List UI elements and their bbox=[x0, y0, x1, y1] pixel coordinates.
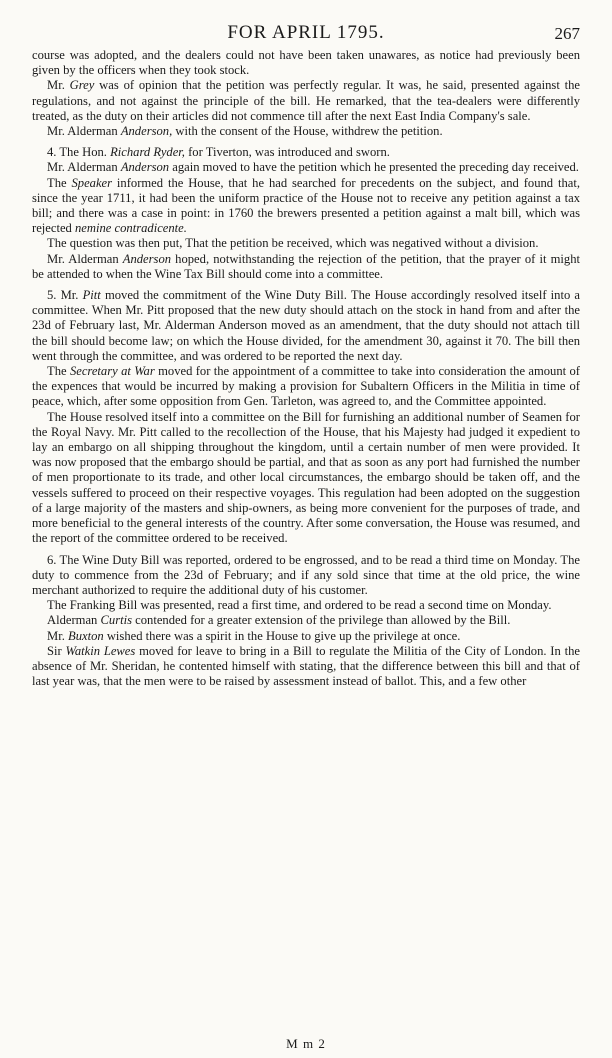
italic-name: Anderson bbox=[120, 160, 170, 175]
italic-name: Pitt bbox=[82, 288, 101, 303]
paragraph bbox=[32, 145, 580, 160]
text-run: for Tiverton, was introduced and sworn. bbox=[184, 145, 390, 160]
text-run: course was adopted, and the dealers could not have been taken unawares, as notice had previously been given by the officers when they took stock. bbox=[32, 48, 580, 78]
italic-name: Richard Ryder, bbox=[110, 145, 185, 160]
italic-name: Anderson bbox=[122, 251, 172, 266]
italic-name: Speaker bbox=[71, 175, 113, 190]
paragraph bbox=[32, 364, 580, 410]
text-run: The House resolved itself into a committee on the Bill for furnishing an additional number of Seamen for the Royal Navy. Mr. Pitt called to the recollection of the House, that his Majesty had judged it expedient to lay an embargo on all shipping throughout the kingdom, until a certain number of men were provided. It was now proposed that the embargo should be partial, and that as soon as any port had furnished the number of men proportionate to its trade, and other local circumstances, the embargo should be taken off, and the vessels suffered to proceed on their respective voyages. This regulation had been adopted on the suggestion of a large majority of the masters and ship-owners, as being more convenient for the purposes of trade, and more beneficial to the general interests of the country. After some conversation, the House was resumed, and the report of the committee ordered to be received. bbox=[32, 409, 580, 546]
paragraph bbox=[32, 629, 580, 644]
italic-name: Curtis bbox=[100, 613, 133, 628]
text-run: Sir bbox=[47, 643, 66, 658]
body-text bbox=[32, 48, 580, 689]
text-run: informed the House, that he had searched for precedents on the subject, and found that, since the year 1711, it had been the uniform practice of the House not to receive any petition against a tax bill; and there was a case in point: in 1760 the brewers presented a petition against a malt bill, which was rejected bbox=[32, 175, 581, 236]
text-run: 6. The Wine Duty Bill was reported, ordered to be engrossed, and to be read a third time on Monday. The duty to commence from the 23d of February; and if any sold since that time at the old price, the wine merchant authorized to require the additional duty of his customer. bbox=[32, 552, 580, 597]
text-run: moved for the appointment of a committee to take into consideration the amount of the expences that would be incurred by making a provision for Subaltern Officers in the Militia in time of peace, which, after some opposition from Gen. Tarleton, was agreed to, and the Committee appointed. bbox=[32, 364, 580, 409]
paragraph bbox=[32, 410, 580, 547]
paragraph bbox=[32, 78, 580, 124]
italic-name: Buxton bbox=[68, 628, 104, 643]
italic-name: Watkin Lewes bbox=[65, 643, 136, 658]
paragraph bbox=[32, 553, 580, 599]
text-run: 5. Mr. bbox=[47, 288, 83, 303]
italic-name: Anderson, bbox=[120, 124, 173, 139]
text-run: Mr. Alderman bbox=[47, 160, 121, 175]
page-header bbox=[32, 14, 580, 48]
text-run: Mr. bbox=[47, 78, 70, 93]
paragraph bbox=[32, 288, 580, 364]
italic-name: Grey bbox=[69, 78, 95, 93]
text-run: The Franking Bill was presented, read a first time, and ordered to be read a second time on Monday. bbox=[47, 598, 552, 613]
paragraph bbox=[32, 644, 580, 690]
text-run: Mr. Alderman bbox=[47, 251, 123, 266]
paragraph bbox=[32, 160, 580, 175]
italic-name: Secretary at War bbox=[69, 364, 155, 379]
italic-name: nemine contradicente. bbox=[75, 221, 187, 236]
text-run: Mr. bbox=[47, 628, 68, 643]
signature-mark: M m 2 bbox=[286, 1036, 326, 1051]
text-run: wished there was a spirit in the House to give up the privilege at once. bbox=[103, 628, 461, 643]
text-run: hoped, notwithstanding the rejection of the petition, that the prayer of it might be attended to when the Wine Tax Bill should come into a committee. bbox=[32, 251, 580, 281]
text-run: moved for leave to bring in a Bill to regulate the Militia of the City of London. In the absence of Mr. Sheridan, he contented himself with stating, that the difference between this bill and that of last year was, that the men were to be raised by assessment instead of ballot. This, and a few other bbox=[32, 643, 580, 689]
paragraph bbox=[32, 236, 580, 251]
paragraph bbox=[32, 613, 580, 628]
text-run: The bbox=[47, 175, 72, 190]
paragraph bbox=[32, 124, 580, 139]
text-run: The bbox=[47, 364, 70, 379]
text-run: with the consent of the House, withdrew the petition. bbox=[172, 124, 443, 139]
running-head: FOR APRIL 1795. bbox=[227, 22, 385, 43]
text-run: Alderman bbox=[47, 613, 101, 628]
text-run: moved the commitment of the Wine Duty Bill. The House accordingly resolved itself into a committee. When Mr. Pitt proposed that the new duty should attach on the stock in hand from and after the 23d of February last, Mr. Alderman Anderson moved as an amendment, that the duty should not attach till the bill should become law; on which the House divided, for the amendment 30, against it 70. The bill then went through the committee, and was ordered to be reported the next day. bbox=[32, 288, 580, 363]
text-run: The question was then put, That the petition be received, which was negatived without a division. bbox=[47, 236, 539, 251]
text-run: Mr. Alderman bbox=[47, 124, 121, 139]
paragraph bbox=[32, 176, 580, 237]
paragraph bbox=[32, 252, 580, 282]
paragraph bbox=[32, 48, 580, 78]
page-number: 267 bbox=[554, 24, 580, 43]
paragraph bbox=[32, 598, 580, 613]
text-run: again moved to have the petition which he presented the preceding day received. bbox=[169, 160, 579, 175]
text-run: contended for a greater extension of the privilege than allowed by the Bill. bbox=[132, 613, 511, 628]
text-run: 4. The Hon. bbox=[47, 145, 111, 160]
text-run: was of opinion that the petition was perfectly regular. It was, he said, presented against the regulations, and not against the principle of the bill. He remarked, that the tea-dealers were differently treated, as the duty on their articles did not commence till after the next East India Company's sale. bbox=[32, 78, 581, 123]
